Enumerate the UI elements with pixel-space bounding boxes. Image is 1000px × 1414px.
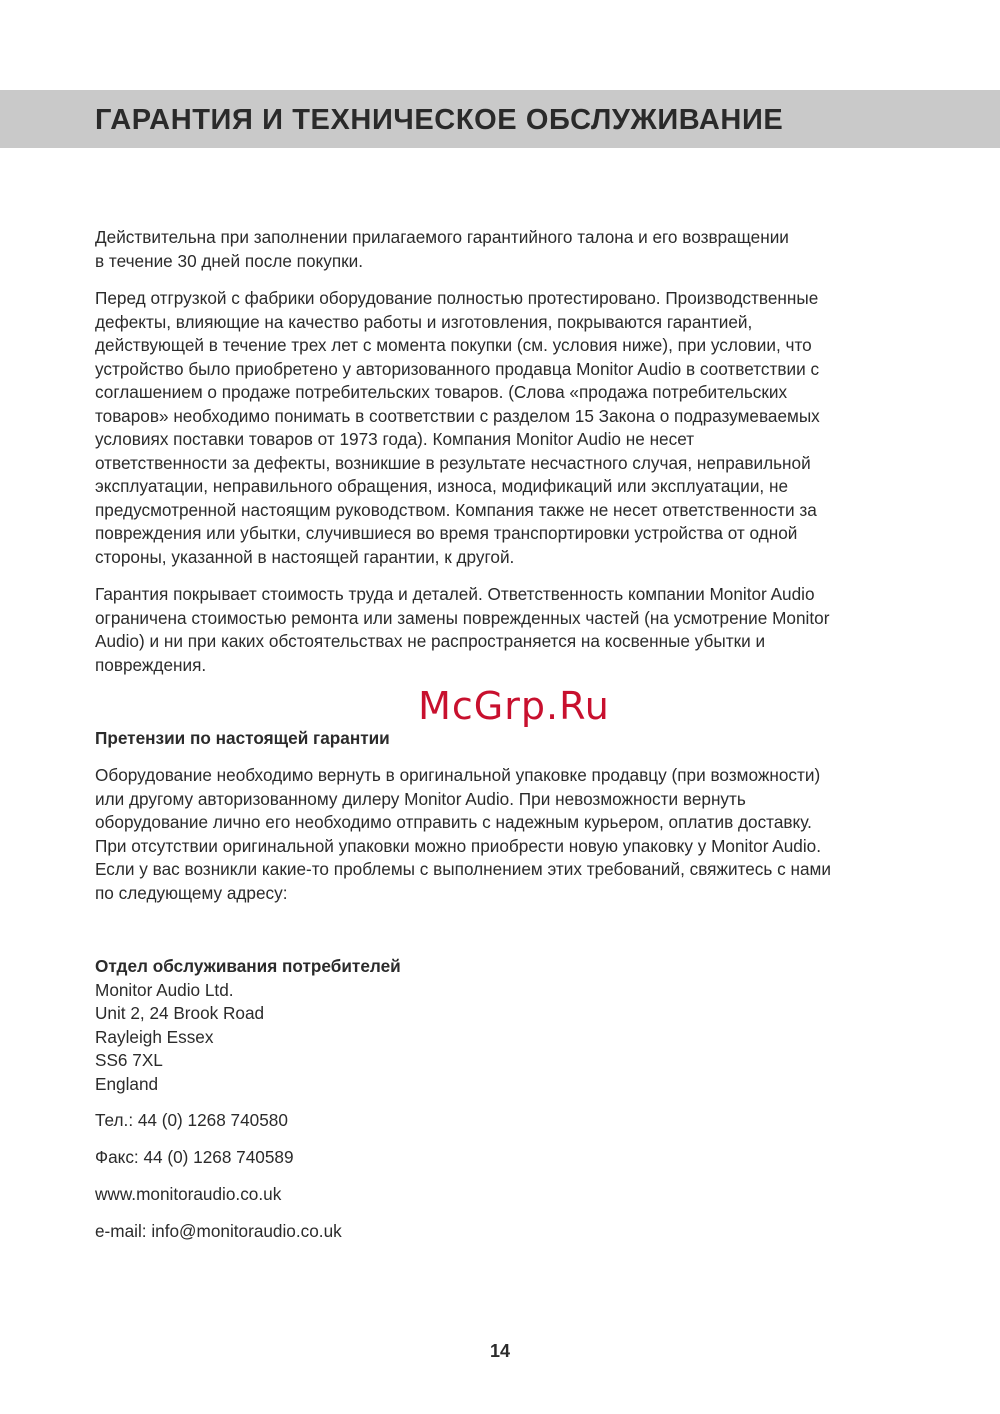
text-line: устройство было приобретено у авторизованного продавца Monitor Audio в соответствии с: [95, 358, 820, 379]
claims-heading: Претензии по настоящей гарантии: [95, 728, 390, 748]
text-line: Если у вас возникли какие-то проблемы с выполнением этих требований, свяжитесь с нами: [95, 859, 831, 879]
coverage-paragraph: [95, 287, 935, 569]
text-line: Перед отгрузкой с фабрики оборудование полностью протестировано. Производственные: [95, 288, 819, 308]
address-line: England: [95, 1073, 159, 1094]
text-line: Audio) и ни при каких обстоятельствах не распространяется на косвенные убытки и: [95, 631, 766, 651]
text-line: действующей в течение трех лет с момента покупки (см. условия ниже), при условии, что: [95, 335, 812, 355]
phone-number: Тел.: 44 (0) 1268 740580: [95, 1110, 288, 1130]
address-line: Monitor Audio Ltd.: [95, 979, 234, 1000]
address-block: [95, 955, 401, 1096]
text-line: ответственности за дефекты, возникшие в результате несчастного случая, неправильной: [95, 452, 811, 473]
text-line: При отсутствии оригинальной упаковки можно приобрести новую упаковку у Monitor Audio.: [95, 835, 821, 856]
text-line: по следующему адресу:: [95, 882, 288, 903]
validity-paragraph: [95, 226, 935, 273]
address-line: Unit 2, 24 Brook Road: [95, 1003, 265, 1023]
text-line: повреждения.: [95, 654, 207, 675]
text-line: Оборудование необходимо вернуть в оригинальной упаковке продавцу (при возможности): [95, 765, 821, 785]
text-line: дефекты, влияющие на качество работы и изготовления, покрываются гарантией,: [95, 311, 753, 332]
text-line: условиях поставки товаров от 1973 года). Компания Monitor Audio не несет: [95, 429, 695, 449]
claims-paragraph: [95, 764, 945, 905]
liability-paragraph: [95, 583, 935, 677]
text-line: Гарантия покрывает стоимость труда и деталей. Ответственность компании Monitor Audio: [95, 584, 815, 604]
text-line: оборудование лично его необходимо отправить с надежным курьером, оплатив доставку.: [95, 812, 812, 832]
text-line: предусмотренной настоящим руководством. Компания также не несет ответственности за: [95, 499, 817, 520]
warranty-text: [95, 226, 935, 677]
watermark: McGrp.Ru: [418, 684, 610, 728]
text-line: стороны, указанной в настоящей гарантии, к другой.: [95, 546, 515, 567]
text-line: ограничена стоимостью ремонта или замены поврежденных частей (на усмотрение Monitor: [95, 607, 830, 628]
text-line: или другому авторизованному дилеру Monitor Audio. При невозможности вернуть: [95, 788, 746, 809]
text-line: товаров» необходимо понимать в соответствии с разделом 15 Закона о подразумеваемых: [95, 405, 820, 426]
email-link[interactable]: e-mail: info@monitoraudio.co.uk: [95, 1221, 342, 1241]
page-number: 14: [489, 1341, 511, 1361]
text-line: эксплуатации, неправильного обращения, износа, модификаций или эксплуатации, не: [95, 476, 789, 496]
address-line: Rayleigh Essex: [95, 1026, 214, 1047]
page-title: ГАРАНТИЯ И ТЕХНИЧЕСКОЕ ОБСЛУЖИВАНИЕ: [95, 104, 784, 136]
text-line: в течение 30 дней после покупки.: [95, 250, 364, 271]
text-line: Действительна при заполнении прилагаемого гарантийного талона и его возвращении: [95, 227, 789, 247]
text-line: соглашением о продаже потребительских товаров. (Слова «продажа потребительских: [95, 382, 788, 402]
fax-number: Факс: 44 (0) 1268 740589: [95, 1147, 294, 1167]
address-heading: Отдел обслуживания потребителей: [95, 956, 401, 976]
text-line: повреждения или убытки, случившиеся во время транспортировки устройства от одной: [95, 523, 798, 543]
address-line: SS6 7XL: [95, 1050, 163, 1070]
website-link[interactable]: www.monitoraudio.co.uk: [95, 1184, 282, 1204]
